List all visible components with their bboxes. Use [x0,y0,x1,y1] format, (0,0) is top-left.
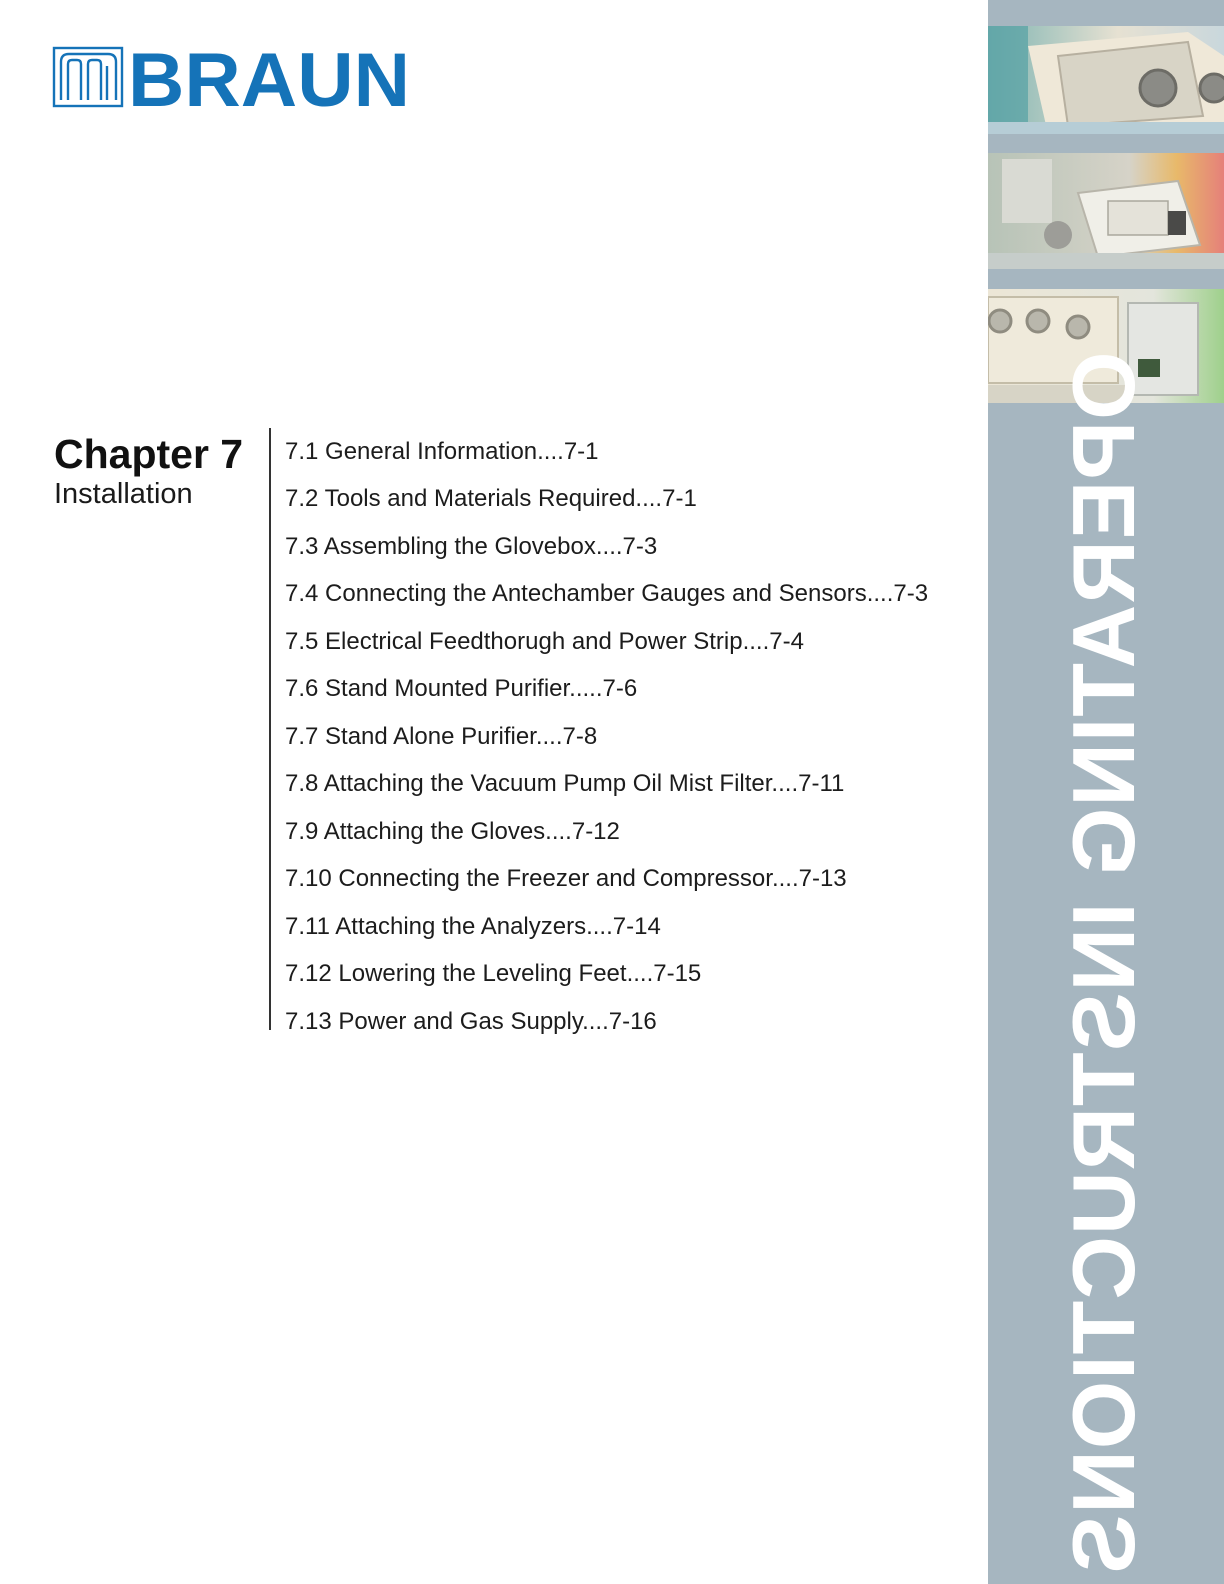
table-of-contents [285,428,928,1046]
toc-item[interactable]: 7.11 Attaching the Analyzers....7-14 [285,912,661,940]
toc-item[interactable]: 7.6 Stand Mounted Purifier.....7-6 [285,675,638,703]
toc-item[interactable]: 7.7 Stand Alone Purifier....7-8 [285,722,598,750]
mbraun-logo [52,42,414,112]
toc-item[interactable]: 7.9 Attaching the Gloves....7-12 [285,817,620,845]
toc-divider [269,428,271,1030]
chapter-title: Chapter 7 [54,431,244,477]
mbraun-logo-icon [52,42,414,112]
toc-item[interactable]: 7.8 Attaching the Vacuum Pump Oil Mist Filter....7-11 [285,770,845,798]
toc-item[interactable]: 7.1 General Information....7-1 [285,437,599,465]
toc-item[interactable]: 7.2 Tools and Materials Required....7-1 [285,485,697,513]
chapter-subtitle: Installation [54,478,193,510]
svg-text:BRAUN: BRAUN [128,42,410,112]
operating-instructions-text: OPERATING INSTRUCTIONS [1054,351,1153,1575]
toc-item[interactable]: 7.13 Power and Gas Supply....7-16 [285,1007,657,1035]
toc-item[interactable]: 7.12 Lowering the Leveling Feet....7-15 [285,960,702,988]
glovebox-photo [988,26,1224,134]
toc-item[interactable]: 7.3 Assembling the Glovebox....7-3 [285,532,658,560]
toc-item[interactable]: 7.10 Connecting the Freezer and Compressor....7-13 [285,865,847,893]
toc-item[interactable]: 7.5 Electrical Feedthorugh and Power Strip....7-4 [285,627,804,655]
toc-item[interactable]: 7.4 Connecting the Antechamber Gauges and Sensors....7-3 [285,580,929,608]
purifier-photo [988,153,1224,269]
